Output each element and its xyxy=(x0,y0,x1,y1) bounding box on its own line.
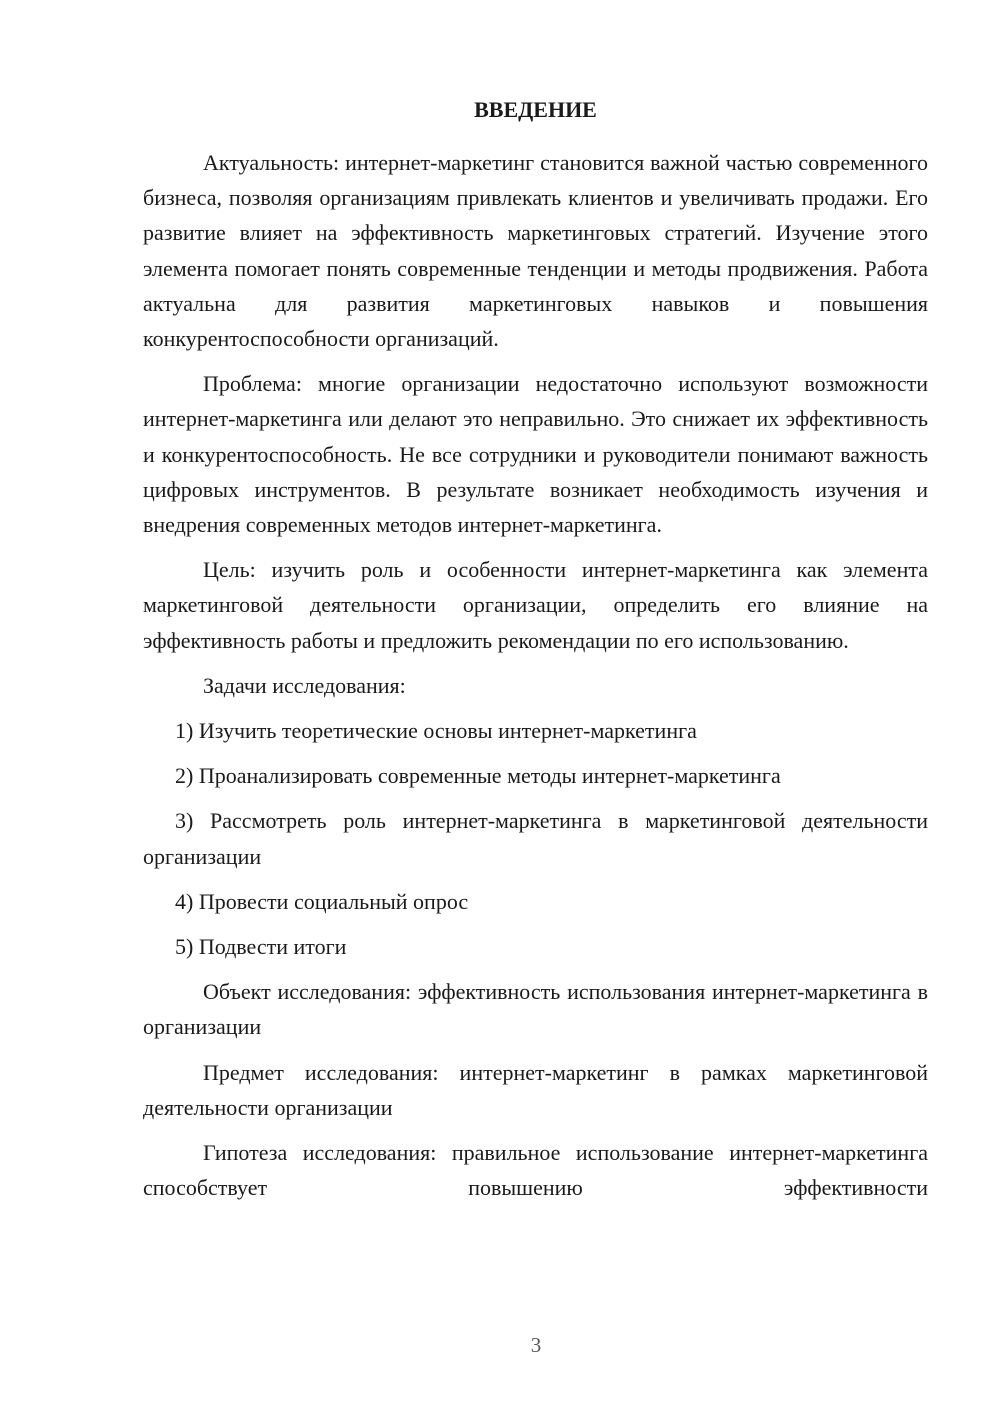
tasks-heading: Задачи исследования: xyxy=(203,672,406,698)
task-item-3: 3) Рассмотреть роль интернет-маркетинга в маркетинговой деятельности организации xyxy=(143,808,928,869)
document-page xyxy=(143,92,928,1215)
task-item-2: 2) Проанализировать современные методы интернет-маркетинга xyxy=(175,763,781,789)
paragraph-relevance: Актуальность: интернет-маркетинг становится важной частью современного бизнеса, позволяя организациям привлекать клиентов и увеличивать продажи. Его развитие влияет на эффективность маркетинговых стратегий. Изучение этого элемента помогает понять современные тенденции и методы продвижения. Работа актуальна для развития маркетинговых навыков и повышения конкурентоспособности организаций. xyxy=(143,150,928,352)
task-item-1: 1) Изучить теоретические основы интернет-маркетинга xyxy=(175,718,697,744)
paragraph-object: Объект исследования: эффективность использования интернет-маркетинга в организации xyxy=(143,979,928,1040)
paragraph-goal: Цель: изучить роль и особенности интернет-маркетинга как элемента маркетинговой деятельности организации, определить его влияние на эффективность работы и предложить рекомендации по его использованию. xyxy=(143,557,928,653)
task-item-4: 4) Провести социальный опрос xyxy=(175,888,469,914)
page-number: 3 xyxy=(530,1333,542,1357)
section-title: ВВЕДЕНИЕ xyxy=(474,97,597,122)
task-item-5: 5) Подвести итоги xyxy=(175,934,347,960)
paragraph-problem: Проблема: многие организации недостаточно используют возможности интернет-маркетинга или делают это неправильно. Это снижает их эффективность и конкурентоспособность. Не все сотрудники и руководители понимают важность цифровых инструментов. В результате возникает необходимость изучения и внедрения современных методов интернет-маркетинга. xyxy=(143,371,928,538)
paragraph-hypothesis: Гипотеза исследования: правильное использование интернет-маркетинга способствует повышению эффективности xyxy=(143,1140,928,1201)
paragraph-subject: Предмет исследования: интернет-маркетинг в рамках маркетинговой деятельности организации xyxy=(143,1059,928,1120)
